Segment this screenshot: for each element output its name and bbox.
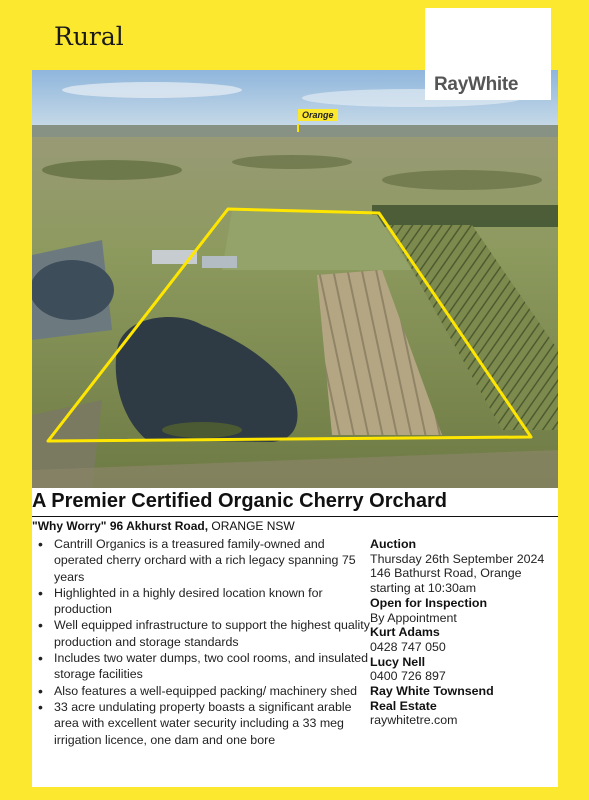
agent-phone[interactable]: 0428 747 050 (370, 639, 446, 654)
feature-item: • Also features a well-equipped packing/ machinery shed (32, 683, 372, 699)
aerial-photo (32, 70, 558, 488)
auction-venue: 146 Bathurst Road, Orange (370, 566, 522, 581)
sale-method-heading: Auction (370, 537, 417, 551)
section-title: Rural (54, 22, 124, 51)
aerial-photo-illustration (32, 70, 558, 488)
inspection-heading: Open for Inspection (370, 595, 488, 610)
brand-wordmark: RayWhite (434, 74, 519, 95)
agency-name: Ray White Townsend (370, 684, 494, 699)
location-label-orange: Orange (298, 109, 338, 121)
raywhite-logo (425, 8, 551, 100)
agency-website-link[interactable]: raywhitetre.com (370, 713, 458, 728)
agent-name: Lucy Nell (370, 654, 426, 669)
listing-content (32, 488, 558, 787)
sale-details (370, 537, 558, 728)
feature-item: • 33 acre undulating property boasts a significant arable area with excellent water security including a 33 meg irrigation licence, one dam and one bore (32, 699, 372, 748)
property-town: ORANGE NSW (211, 519, 295, 533)
agent-phone[interactable]: 0400 726 897 (370, 669, 446, 684)
headline-divider (32, 516, 558, 517)
feature-list (32, 536, 372, 748)
property-address (32, 519, 295, 533)
feature-item: • Well equipped infrastructure to support the highest quality production and storage standards (32, 617, 372, 650)
property-name: "Why Worry" 96 Akhurst Road, (32, 519, 209, 533)
auction-time: starting at 10:30am (370, 581, 477, 596)
listing-headline: A Premier Certified Organic Cherry Orchard (32, 490, 447, 512)
inspection-value: By Appointment (370, 610, 457, 625)
auction-date: Thursday 26th September 2024 (370, 551, 545, 566)
feature-item: • Cantrill Organics is a treasured family-owned and operated cherry orchard with a rich legacy spanning 75 years (32, 536, 372, 585)
agency-name-line2: Real Estate (370, 698, 437, 713)
agent-name: Kurt Adams (370, 625, 440, 640)
feature-item: • Includes two water dumps, two cool rooms, and insulated storage facilities (32, 650, 372, 683)
feature-item: • Highlighted in a highly desired location known for production (32, 585, 372, 618)
